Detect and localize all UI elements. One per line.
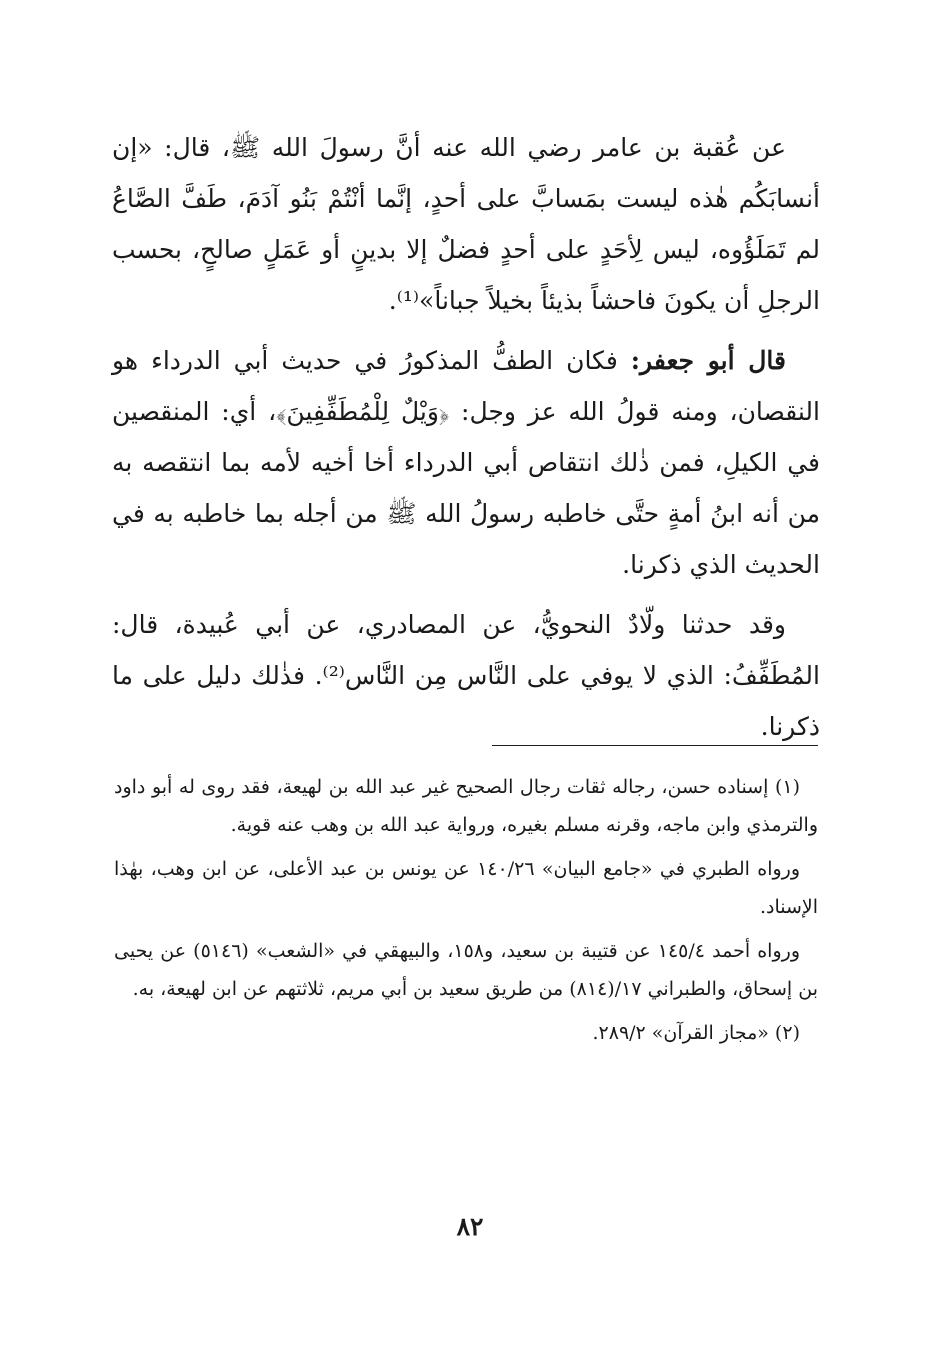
paragraph-narration: وقد حدثنا ولّادٌ النحويُّ، عن المصادري، عن أبي عُبيدة، قال: المُطَفِّفُ: الذي لا يوفي على النَّاس مِن النَّاس⁽²⁾. فذٰلك دليل على ما ذكرنا. bbox=[112, 610, 820, 741]
page-number: ٨٢ bbox=[456, 1212, 484, 1241]
speaker-label: قال أبو جعفر: bbox=[630, 346, 786, 375]
footnote-1-continued-2: ورواه أحمد ١٤٥/٤ عن قتيبة بن سعيد، و١٥٨، والبيهقي في «الشعب» (٥١٤٦) عن يحيى بن إسحاق، والطبراني ١٧/(٨١٤) من طريق سعيد بن أبي مريم، ثلاثتهم عن ابن لهيعة، به. bbox=[114, 940, 818, 1000]
footnote-1-continued: ورواه الطبري في «جامع البيان» ١٤٠/٢٦ عن يونس بن عبد الأعلى، عن ابن وهب، بهٰذا الإسناد. bbox=[114, 858, 818, 918]
footnote-1: (١) إسناده حسن، رجاله ثقات رجال الصحيح غير عبد الله بن لهيعة، فقد روى له أبو داود والترمذي وابن ماجه، وقرنه مسلم بغيره، ورواية عبد الله بن وهب عنه قوية. bbox=[114, 776, 818, 836]
paragraph-commentary bbox=[112, 335, 820, 590]
footnote-divider bbox=[492, 745, 818, 746]
footnote-2: (٢) «مجاز القرآن» ٢٨٩/٢. bbox=[592, 1022, 800, 1044]
main-text bbox=[112, 122, 820, 761]
paragraph-hadith: عن عُقبة بن عامر رضي الله عنه أنَّ رسولَ الله ﷺ، قال: «إن أنسابَكُم هٰذه ليست بمَسابَّ على أحدٍ، إنَّما أنْتُمْ بَنُو آدَمَ، طَفَّ الصَّاعُ لم تَمَلَؤُوه، ليس لِأحَدٍ على أحدٍ فضلٌ إلا بدينٍ أو عَمَلٍ صالحٍ، بحسب الرجلِ أن يكونَ فاحشاً بذيئاً بخيلاً جباناً»⁽¹⁾. bbox=[112, 133, 820, 315]
commentary-text: فكان الطفُّ المذكورُ في حديث أبي الدرداء هو النقصان، ومنه قولُ الله عز وجل: ﴿وَيْلٌ لِلْمُطَفِّفِينَ﴾، أي: المنقصين في الكيلِ، فمن ذٰلك انتقاص أبي الدرداء أخا أخيه لأمه بما انتقصه به من أنه ابنُ أمةٍ حتَّى خاطبه رسولُ الله ﷺ من أجله بما خاطبه به في الحديث الذي ذكرنا. bbox=[112, 346, 820, 579]
footnotes bbox=[114, 768, 818, 1058]
